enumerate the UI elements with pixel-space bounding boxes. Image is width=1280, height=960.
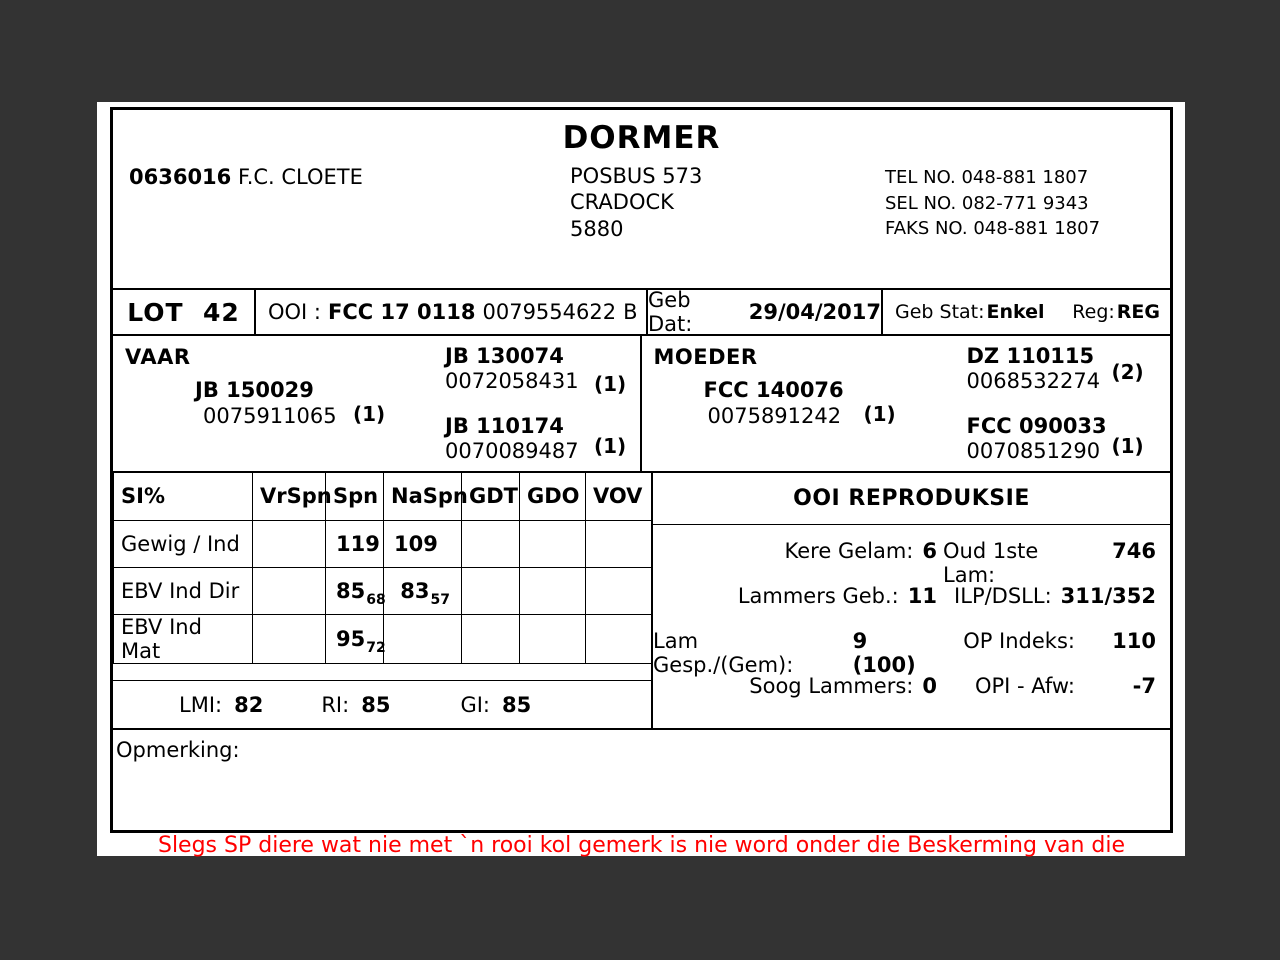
birth-status-value: Enkel: [986, 301, 1045, 323]
reproduction-right-value: 311/352: [1060, 584, 1156, 608]
index-cell: 109: [384, 520, 462, 567]
index-cell: [520, 567, 586, 614]
index-row-label: EBV Ind Dir: [114, 567, 253, 614]
lot-number: 42: [202, 297, 240, 327]
index-column-header-spn: Spn: [326, 473, 384, 520]
reproduction-left-field: [653, 584, 943, 608]
ri-group: [321, 693, 390, 717]
index-cell: $85_{68}$: [326, 567, 384, 614]
reproduction-right-field: [943, 584, 1170, 608]
address-block: [570, 163, 702, 242]
registration-value: REG: [1116, 301, 1160, 323]
dam-identity: [704, 378, 844, 429]
reproduction-left-field: [653, 674, 943, 698]
fax-line: FAKS NO. 048-881 1807: [885, 218, 1101, 240]
reproduction-row: [653, 584, 1170, 629]
reproduction-right-value: 746: [1112, 539, 1156, 563]
index-cell: [586, 520, 652, 567]
lmi-group: [179, 693, 263, 717]
reproduction-right-label: OP Indeks:: [963, 629, 1075, 653]
index-cell: [253, 567, 326, 614]
reproduction-left-label: Kere Gelam:: [784, 539, 914, 563]
ooi-tag: FCC 17 0118: [328, 300, 476, 324]
reproduction-left-field: [653, 539, 943, 563]
owner-code: 0636016: [129, 165, 232, 189]
index-panel: [113, 473, 653, 728]
reproduction-left-value: 6: [922, 539, 937, 563]
paternal-grandsire-paren: (1): [594, 372, 627, 396]
maternal-granddam-tag: FCC 090033: [966, 414, 1107, 438]
reproduction-right-value: 110: [1112, 629, 1156, 653]
maternal-granddam: [967, 414, 1107, 464]
reproduction-title: OOI REPRODUKSIE: [653, 473, 1170, 525]
reproduction-left-value: 11: [907, 584, 937, 608]
certificate-header: [113, 110, 1170, 290]
ooi-cell: [256, 290, 648, 334]
index-column-header-gdo: GDO: [520, 473, 586, 520]
maternal-grandsire: [967, 344, 1101, 394]
sire-panel: [113, 336, 642, 471]
table-row: [114, 567, 652, 614]
lmi-label: LMI:: [179, 692, 223, 717]
index-cell: [462, 520, 520, 567]
birth-status-cell: [883, 290, 1170, 334]
index-cell: [586, 567, 652, 614]
birth-date-label: Geb Dat:: [648, 288, 693, 336]
reproduction-row: [653, 539, 1170, 587]
birth-status-label: Geb Stat:: [895, 301, 985, 323]
reproduction-right-field: [943, 629, 1170, 653]
ri-label: RI:: [321, 692, 350, 717]
reproduction-left-label: Lammers Geb.:: [737, 584, 899, 608]
dam-paren: (1): [863, 402, 896, 426]
address-line-3: 5880: [570, 216, 624, 241]
index-cell: [384, 614, 462, 663]
dam-tag: FCC 140076: [703, 378, 844, 402]
maternal-grandsire-number: 0068532274: [966, 368, 1101, 393]
ri-value: 85: [361, 692, 391, 717]
owner-name: F.C. CLOETE: [237, 165, 363, 189]
index-cell: [586, 614, 652, 663]
index-row-label: Gewig / Ind: [114, 520, 253, 567]
gi-group: [460, 693, 531, 717]
index-cell: $95_{72}$: [326, 614, 384, 663]
reproduction-right-value: -7: [1132, 674, 1156, 698]
paternal-granddam: [445, 414, 579, 464]
index-cell: [253, 520, 326, 567]
ooi-number: 0079554622: [482, 300, 617, 324]
index-cell: [520, 614, 586, 663]
gi-value: 85: [501, 692, 532, 717]
lot-cell: [113, 290, 256, 334]
sire-paren: (1): [353, 402, 386, 426]
registration-label: Reg:: [1072, 301, 1115, 323]
sire-caption: VAAR: [125, 345, 191, 369]
reproduction-right-label: OPI - Afw:: [974, 674, 1075, 698]
index-column-header-gdt: GDT: [462, 473, 520, 520]
index-cell: 119: [326, 520, 384, 567]
pedigree-certificate-card: [110, 107, 1173, 833]
protection-notice: Slegs SP diere wat nie met `n rooi kol gemerk is nie word onder die Beskerming van die: [157, 833, 1125, 858]
index-row-label: EBV Ind Mat: [114, 614, 253, 663]
owner-line: [129, 165, 363, 189]
lower-section: [113, 473, 1170, 728]
lot-identification-row: [113, 290, 1170, 336]
index-column-header-naspn: NaSpn: [384, 473, 462, 520]
paternal-granddam-tag: JB 110174: [445, 414, 564, 438]
reproduction-row: [653, 674, 1170, 719]
paternal-grandsire-number: 0072058431: [445, 368, 579, 393]
address-line-2: CRADOCK: [570, 190, 674, 215]
contact-block: [885, 165, 1100, 242]
ooi-label: OOI :: [268, 300, 322, 324]
breed-title: DORMER: [562, 120, 721, 156]
index-cell-accuracy: 68: [366, 591, 386, 608]
lot-label: LOT: [127, 297, 184, 327]
summary-row: [113, 680, 651, 728]
paternal-granddam-number: 0070089487: [445, 438, 579, 463]
ooi-suffix: B: [623, 300, 638, 324]
maternal-granddam-number: 0070851290: [966, 438, 1101, 463]
index-cell-accuracy: 57: [430, 591, 450, 608]
reproduction-left-value: 0: [922, 674, 937, 698]
reproduction-left-label: Lam Gesp./(Gem):: [653, 629, 794, 677]
index-column-header-vrspn: VrSpn: [253, 473, 326, 520]
sire-number: 0075911065: [203, 403, 337, 428]
table-row: [114, 520, 652, 567]
reproduction-right-field: [943, 539, 1170, 587]
reproduction-left-label: Soog Lammers:: [749, 674, 914, 698]
reproduction-left-field: [653, 629, 943, 677]
index-cell: [462, 567, 520, 614]
sire-identity: [195, 378, 337, 429]
index-cell: [253, 614, 326, 663]
pedigree-section: [113, 336, 1170, 473]
address-line-1: POSBUS 573: [570, 164, 703, 188]
dam-panel: [642, 336, 1171, 471]
dam-caption: MOEDER: [653, 345, 758, 369]
index-cell-accuracy: 72: [366, 639, 386, 656]
reproduction-right-label: Oud 1ste Lam:: [943, 539, 1039, 587]
table-row: [114, 614, 652, 663]
paternal-grandsire: [445, 344, 579, 394]
paternal-granddam-paren: (1): [594, 434, 627, 458]
index-cell: [520, 520, 586, 567]
telephone-line: TEL NO. 048-881 1807: [885, 167, 1089, 188]
birth-date-cell: [648, 290, 883, 334]
remark-section[interactable]: [113, 728, 1170, 833]
maternal-grandsire-tag: DZ 110115: [966, 344, 1095, 368]
reproduction-right-label: ILP/DSLL:: [954, 584, 1052, 608]
index-header-row: [114, 473, 652, 520]
index-cell: $83_{57}$: [384, 567, 462, 614]
sire-tag: JB 150029: [195, 378, 314, 402]
index-column-header-vov: VOV: [586, 473, 652, 520]
index-corner-label: SI%: [114, 473, 253, 520]
reproduction-panel: [653, 473, 1170, 728]
dam-number: 0075891242: [707, 403, 842, 428]
lmi-value: 82: [234, 692, 264, 717]
remark-label: Opmerking:: [116, 738, 240, 762]
reproduction-right-field: [943, 674, 1170, 698]
document-page: [97, 102, 1185, 856]
gi-label: GI:: [460, 692, 490, 717]
reproduction-rows: [653, 525, 1170, 719]
maternal-granddam-paren: (1): [1111, 434, 1144, 458]
reproduction-row: [653, 629, 1170, 677]
cellphone-line: SEL NO. 082-771 9343: [885, 192, 1089, 214]
birth-date-value: 29/04/2017: [748, 300, 881, 324]
index-cell: [462, 614, 520, 663]
reproduction-left-value: 9 (100): [852, 629, 916, 677]
paternal-grandsire-tag: JB 130074: [445, 344, 564, 368]
maternal-grandsire-paren: (2): [1111, 360, 1144, 384]
index-table: [113, 473, 652, 664]
